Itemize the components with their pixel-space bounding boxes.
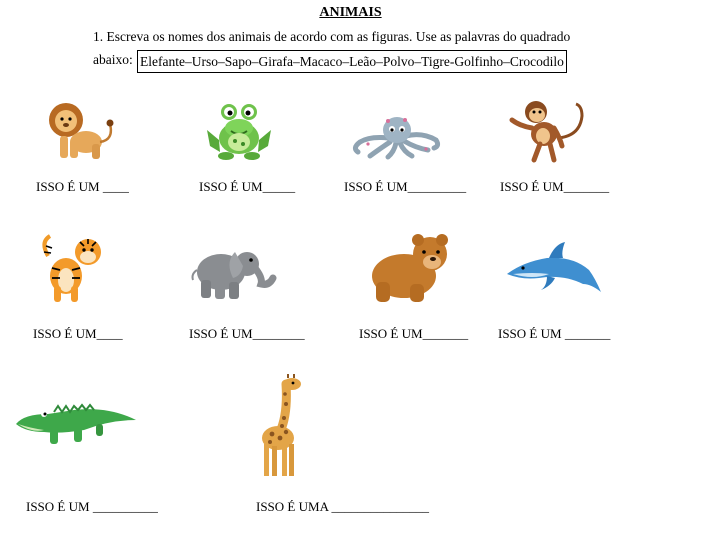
caption-giraffe: ISSO É UMA _______________ [256, 499, 429, 514]
giraffe-picture [252, 374, 312, 480]
instruction-prefix: abaixo: [93, 52, 133, 67]
bear-picture [366, 232, 456, 306]
caption-crocodile: ISSO É UM __________ [26, 499, 158, 514]
lion-picture [44, 100, 120, 164]
caption-bear: ISSO É UM_______ [359, 326, 469, 341]
instruction-text: 1. Escreva os nomes dos animais de acordo com as figuras. Use as palavras do quadrado [93, 29, 571, 44]
elephant-picture [189, 240, 277, 302]
page-title: ANIMAIS [319, 5, 382, 20]
caption-lion: ISSO É UM ____ [36, 179, 129, 194]
frog-picture [204, 100, 274, 162]
caption-tiger: ISSO É UM____ [33, 326, 123, 341]
caption-octopus: ISSO É UM_________ [344, 179, 467, 194]
caption-frog: ISSO É UM_____ [199, 179, 296, 194]
monkey-picture [506, 98, 588, 164]
caption-elephant: ISSO É UM________ [189, 326, 305, 341]
caption-dolphin: ISSO É UM _______ [498, 326, 611, 341]
crocodile-picture [14, 400, 138, 448]
octopus-picture [348, 112, 444, 160]
tiger-picture [34, 228, 110, 304]
dolphin-picture [503, 240, 605, 296]
caption-monkey: ISSO É UM_______ [500, 179, 610, 194]
word-bank-box: Elefante–Urso–Sapo–Girafa–Macaco–Leão–Polvo–Tigre-Golfinho–Crocodilo [137, 50, 567, 73]
